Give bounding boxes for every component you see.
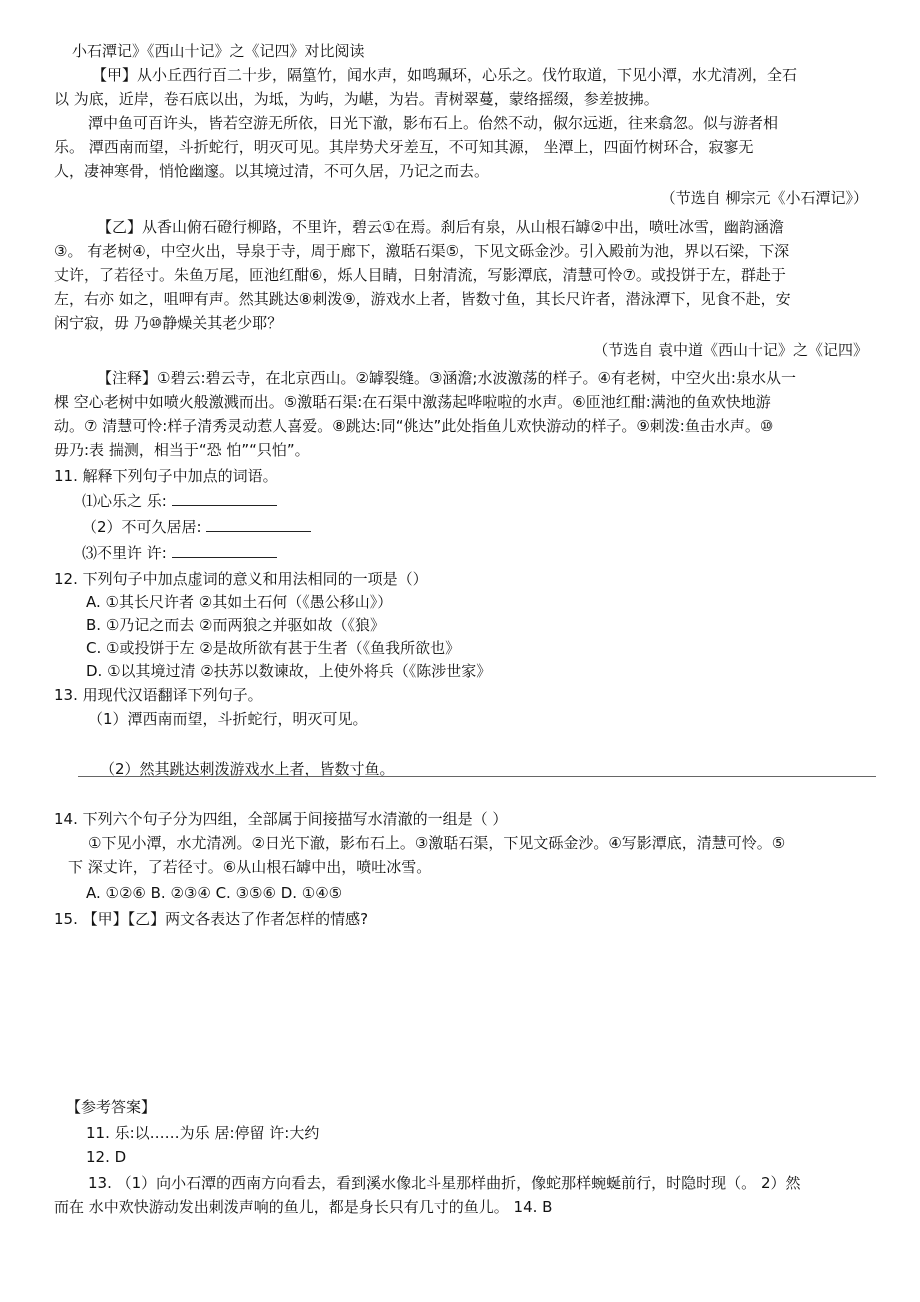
item-label: （2）不可久居居: bbox=[82, 518, 202, 536]
item-label: ⑶不里许 许: bbox=[82, 544, 167, 562]
note-line: 【注释】①碧云:碧云寺，在北京西山。②罅裂缝。③涵澹;水波激荡的样子。④有老树，中空火出:泉水从一 bbox=[97, 369, 796, 387]
item-label: ⑴心乐之 乐: bbox=[82, 492, 167, 510]
question-item bbox=[82, 490, 277, 512]
passage-line: 丈许，了若径寸。朱鱼万尾，匝池红酣⑥，烁人目睛，日射清流，写影潭底，清慧可怜⑦。或投饼于左，群赴于 bbox=[54, 266, 786, 284]
note-line: 动。⑦ 清慧可怜:样子清秀灵动惹人喜爱。⑧跳达:同“佻达”此处指鱼儿欢快游动的样子。⑨刺泼:鱼击水声。⑩ bbox=[54, 417, 774, 435]
note-line: 毋乃:表 揣测，相当于“恐 怕”“只怕”。 bbox=[54, 441, 310, 459]
answer-blank[interactable] bbox=[206, 517, 311, 532]
divider-line bbox=[78, 776, 876, 777]
question-text: ①下见小潭，水尤清冽。②日光下澈，影布石上。③激聒石渠，下见文砾金沙。④写影潭底，清慧可怜。⑤ bbox=[88, 834, 786, 852]
question-stem: 12. 下列句子中加点虚词的意义和用法相同的一项是（） bbox=[54, 570, 428, 588]
passage-line: 【甲】从小丘西行百二十步，隔篁竹，闻水声，如鸣珮环，心乐之。伐竹取道，下见小潭，水尤清冽，全石 bbox=[92, 66, 798, 84]
note-line: 棵 空心老树中如喷火般激溅而出。⑤激聒石渠:在石渠中激荡起哗啦啦的水声。⑥匝池红酣:满池的鱼欢快地游 bbox=[54, 393, 771, 411]
question-stem: 15. 【甲】【乙】两文各表达了作者怎样的情感? bbox=[54, 910, 369, 928]
option: A. ①其长尺许者 ②其如土石何（《愚公移山》） bbox=[86, 593, 393, 611]
answer-title: 【参考答案】 bbox=[66, 1098, 157, 1116]
question-item: （2）然其跳达刺泼游戏水上者，皆数寸鱼。 bbox=[100, 760, 395, 778]
answer-line: 13. （1）向小石潭的西南方向看去，看到溪水像北斗星那样曲折，像蛇那样蜿蜒前行，时隐时现（。 2）然 bbox=[88, 1174, 801, 1192]
answer-blank[interactable] bbox=[172, 491, 277, 506]
question-item: （1）潭西南而望，斗折蛇行，明灭可见。 bbox=[88, 710, 368, 728]
passage-line: 左，右亦 如之，咀呷有声。然其跳达⑧刺泼⑨，游戏水上者，皆数寸鱼，其长尺许者，潜泳潭下，见食不赴，安 bbox=[54, 290, 791, 308]
passage-line: 以 为底，近岸，卷石底以出，为坻，为屿，为嵁，为岩。青树翠蔓，蒙络摇缀，参差披拂。 bbox=[54, 90, 659, 108]
answer-blank[interactable] bbox=[172, 543, 277, 558]
passage-line: 人，凄神寒骨，悄怆幽邃。以其境过清，不可久居，乃记之而去。 bbox=[54, 162, 490, 180]
passage-source: （节选自 袁中道《西山十记》之《记四》 bbox=[593, 341, 868, 359]
passage-source: （节选自 柳宗元《小石潭记》） bbox=[660, 189, 868, 207]
question-stem: 13. 用现代汉语翻译下列句子。 bbox=[54, 686, 263, 704]
option: C. ①或投饼于左 ②是故所欲有甚于生者（《鱼我所欲也》 bbox=[86, 639, 461, 657]
passage-line: 闲宁寂，毋 乃⑩静燥关其老少耶？ bbox=[54, 314, 283, 332]
option: A. ①②⑥ B. ②③④ C. ③⑤⑥ D. ①④⑤ bbox=[86, 884, 343, 902]
option: B. ①乃记之而去 ②而两狼之并驱如故（《狼》 bbox=[86, 616, 385, 634]
question-text: 下 深丈许，了若径寸。⑥从山根石罅中出，喷吐冰雪。 bbox=[68, 858, 432, 876]
option: D. ①以其境过清 ②扶苏以数谏故，上使外将兵（《陈涉世家》 bbox=[86, 662, 492, 680]
page-title: 小石潭记》《西山十记》之《记四》对比阅读 bbox=[72, 42, 365, 60]
question-stem: 14. 下列六个句子分为四组，全部属于间接描写水清澈的一组是（ ） bbox=[54, 810, 508, 828]
passage-line: 乐。 潭西南而望，斗折蛇行，明灭可见。其岸势犬牙差互，不可知其源， 坐潭上，四面竹树环合，寂寥无 bbox=[54, 138, 754, 156]
question-item bbox=[82, 516, 311, 538]
question-stem: 11. 解释下列句子中加点的词语。 bbox=[54, 467, 278, 485]
question-item bbox=[82, 542, 277, 564]
answer-line: 而在 水中欢快游动发出刺泼声响的鱼儿，都是身长只有几寸的鱼儿。 14. B bbox=[54, 1198, 553, 1216]
answer-line: 11. 乐:以……为乐 居:停留 许:大约 bbox=[86, 1124, 320, 1142]
answer-line: 12. D bbox=[86, 1148, 127, 1166]
passage-line: ③。 有老树④，中空火出，导泉于寺，周于廊下，激聒石渠⑤，下见文砾金沙。引入殿前为池，界以石梁，下深 bbox=[54, 242, 790, 260]
passage-line: 潭中鱼可百许头，皆若空游无所依，日光下澈，影布石上。佁然不动，俶尔远逝，往来翕忽。似与游者相 bbox=[88, 114, 779, 132]
passage-line: 【乙】从香山俯石磴行柳路，不里许，碧云①在焉。刹后有泉，从山根石罅②中出，喷吐冰雪，幽韵涵澹 bbox=[97, 218, 784, 236]
